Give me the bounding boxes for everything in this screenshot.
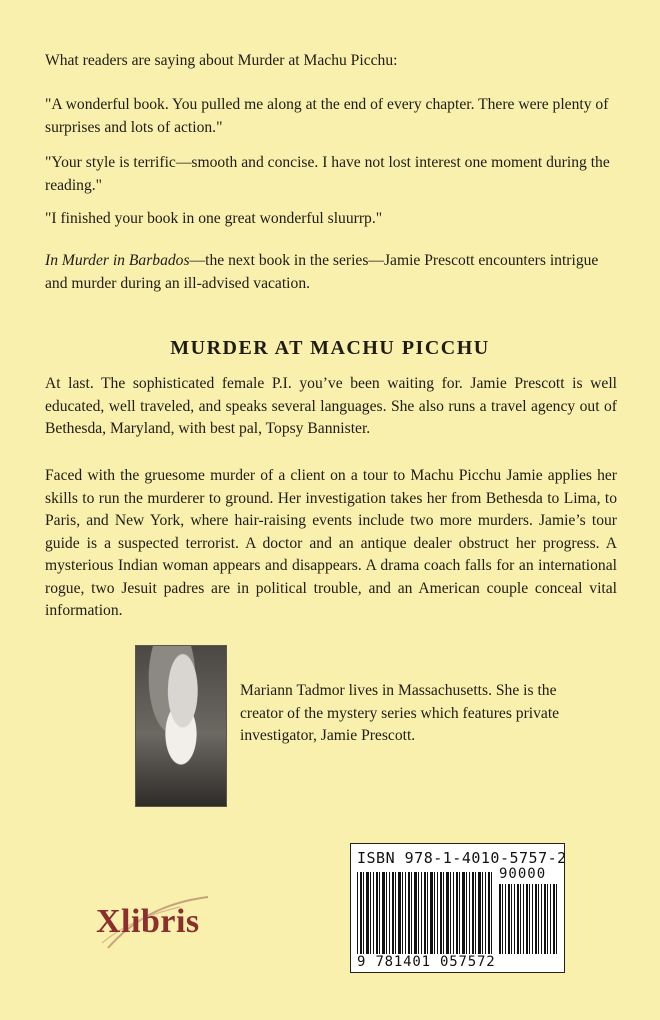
- synopsis-paragraph-1: At last. The sophisticated female P.I. you’ve been waiting for. Jamie Prescott is well educated, well traveled, and speaks several languages. She also runs a travel agency out of Bethesda, Maryland, with best pal, Topsy Bannister.: [45, 375, 617, 437]
- review-quote-3: "I finished your book in one great wonderful sluurrp.": [45, 210, 383, 227]
- barcode-bars-addon: [499, 884, 559, 954]
- price-code: 90000: [499, 866, 547, 882]
- review-quote-1: "A wonderful book. You pulled me along at the end of every chapter. There were plenty of surprises and lots of action.": [45, 96, 609, 136]
- book-title: MURDER AT MACHU PICCHU: [170, 337, 490, 359]
- next-book-note: [45, 250, 617, 295]
- next-book-text: —the next book in the series—Jamie Prescott encounters intrigue and murder during an ill-advised vacation.: [45, 252, 599, 292]
- barcode-bars-main: [357, 872, 492, 954]
- publisher-logo: [90, 893, 230, 953]
- publisher-name: Xlibris: [96, 903, 200, 940]
- next-book-title: In Murder in Barbados: [45, 252, 190, 269]
- isbn-label: ISBN 978-1-4010-5757-2: [357, 849, 567, 867]
- synopsis-paragraph-2: Faced with the gruesome murder of a client on a tour to Machu Picchu Jamie applies her skills to run the murderer to ground. Her investigation takes her from Bethesda to Lima, to Paris, and New York, where hair-raising events include two more murders. Jamie’s tour guide is a suspected terrorist. A doctor and an antique dealer obstruct her progress. A mysterious Indian woman appears and disappears. A drama coach falls for an international rogue, two Jesuit padres are in political trouble, and an American couple conceal vital information.: [45, 467, 617, 619]
- isbn-barcode: [350, 843, 565, 973]
- review-quote-2: "Your style is terrific—smooth and concise. I have not lost interest one moment during the reading.": [45, 154, 610, 194]
- reviews-intro: What readers are saying about Murder at Machu Picchu:: [45, 52, 398, 69]
- ean-digits: 9 781401 057572: [357, 954, 496, 970]
- author-bio: Mariann Tadmor lives in Massachusetts. She is the creator of the mystery series which features private investigator, Jamie Prescott.: [240, 682, 560, 744]
- author-photo: [135, 645, 227, 807]
